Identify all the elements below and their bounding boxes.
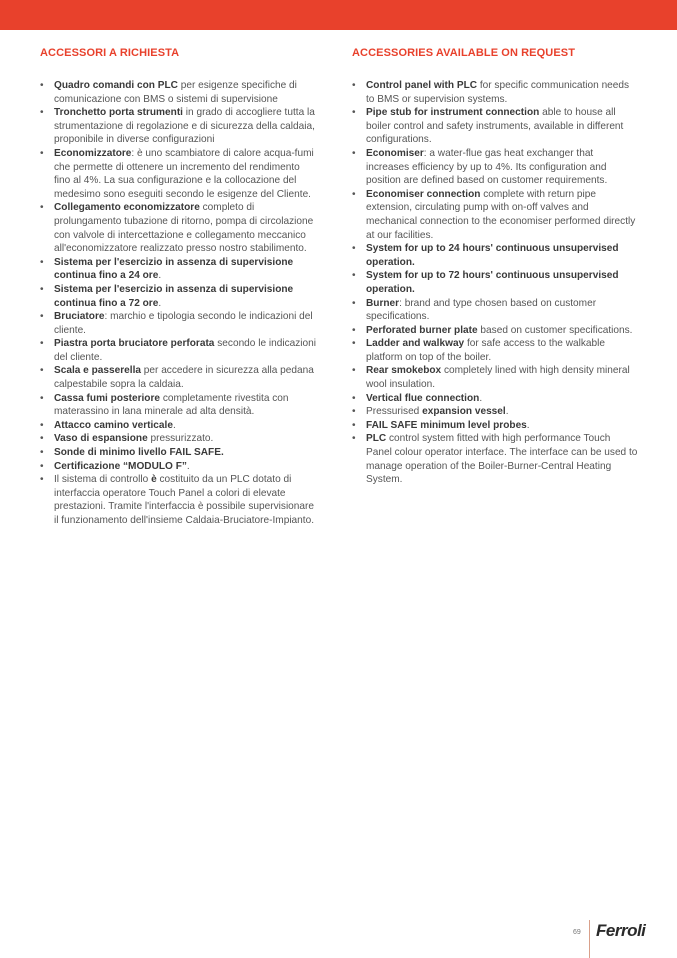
list-item: [40, 473, 318, 527]
ferroli-logo: Ferroli: [596, 921, 646, 940]
english-column: [352, 46, 638, 487]
english-accessory-list: [352, 79, 638, 487]
list-item: [40, 147, 318, 201]
item-text: secondo le indicazioni del cliente.: [54, 338, 317, 363]
item-text: able to house all boiler control and safety instruments, available in different configurations.: [366, 107, 624, 146]
item-text: completo di prolungamento tubazione di ritorno, pompa di circolazione con valvole di intercettazione e collegamento meccanico all'economizzatore realizzato presso nostro stabilimento.: [54, 202, 314, 255]
list-item: [352, 242, 638, 269]
italian-accessory-list: [40, 79, 318, 528]
list-item: [352, 392, 638, 406]
list-item: [352, 432, 638, 486]
item-text: .: [158, 297, 162, 309]
item-bold-text: Piastra porta bruciatore perforata: [54, 338, 215, 350]
item-text: for specific communication needs to BMS or supervision systems.: [366, 80, 630, 105]
item-text: complete with return pipe extension, circulating pump with on-off valves and mechanical connection to the economiser performed directly at our facilities.: [366, 188, 636, 241]
list-item: [352, 106, 638, 147]
item-text: .: [505, 406, 509, 418]
item-text: .: [172, 419, 176, 431]
item-bold-text: Rear smokebox: [366, 365, 442, 377]
footer-divider: [589, 920, 590, 958]
item-bold-text: System for up to 24 hours' continuous unsupervised operation.: [366, 243, 619, 268]
item-bold-text: PLC: [366, 433, 387, 445]
item-text: per esigenze specifiche di comunicazione con BMS o sistemi di supervisione: [54, 80, 297, 105]
item-text: based on customer specifications.: [477, 324, 633, 336]
list-item: [352, 337, 638, 364]
item-text: .: [479, 392, 483, 404]
item-bold-text: Collegamento economizzatore: [54, 202, 200, 214]
list-item: [40, 364, 318, 391]
item-bold-text: Sistema per l'esercizio in assenza di supervisione continua fino a 72 ore: [54, 283, 294, 309]
item-bold-text: Economiser connection: [366, 188, 481, 200]
item-bold-text: Quadro comandi con PLC: [54, 80, 178, 91]
item-text: : brand and type chosen based on customer specifications.: [366, 297, 597, 323]
list-item: [40, 201, 318, 255]
item-bold-text: Economizzatore: [54, 147, 132, 159]
list-item: [352, 269, 638, 296]
list-item: [352, 297, 638, 324]
item-bold-text: Economiser: [366, 147, 424, 159]
list-item: [40, 460, 318, 474]
item-text: : a water-flue gas heat exchanger that increases efficiency by up to 4%. Its configuration and position are defined based on customer requirements.: [366, 147, 608, 187]
list-item: [40, 446, 318, 460]
list-item: [352, 405, 638, 419]
item-bold-text: Vaso di espansione: [54, 433, 148, 445]
list-item: [352, 324, 638, 338]
english-heading: ACCESSORIES AVAILABLE ON REQUEST: [352, 47, 576, 59]
item-bold-text: Bruciatore: [54, 311, 105, 323]
item-bold-text: Sonde di minimo livello FAIL SAFE.: [54, 447, 224, 459]
item-text: completamente rivestita con materassino in lana minerale ad alta densità.: [54, 392, 289, 418]
item-bold-text: FAIL SAFE minimum level probes: [366, 419, 527, 431]
item-bold-text: Vertical flue connection: [366, 392, 480, 404]
item-text: per accedere in sicurezza alla pedana calpestabile sopra la caldaia.: [54, 365, 314, 391]
item-bold-text: Pipe stub for instrument connection: [366, 107, 540, 119]
item-text: : marchio e tipologia secondo le indicazioni del cliente.: [54, 311, 313, 336]
item-bold-text: Attacco camino verticale: [54, 419, 173, 431]
item-bold-text: è: [151, 474, 157, 486]
list-item: [40, 337, 318, 364]
list-item: [40, 283, 318, 310]
item-bold-text: Certificazione “MODULO F”: [54, 460, 187, 472]
italian-column: [40, 46, 318, 528]
list-item: [40, 419, 318, 433]
italian-heading: ACCESSORI A RICHIESTA: [40, 47, 180, 59]
item-bold-text: Sistema per l'esercizio in assenza di supervisione continua fino a 24 ore: [54, 256, 294, 282]
item-text: for safe access to the walkable platform on top of the boiler.: [366, 338, 605, 363]
list-item: [352, 419, 638, 433]
item-text-pre: Pressurised: [366, 406, 423, 418]
item-bold-text: Cassa fumi posteriore: [54, 392, 161, 404]
item-bold-text: Burner: [366, 297, 400, 309]
item-bold-text: expansion vessel: [422, 406, 506, 418]
list-item: [352, 364, 638, 391]
item-bold-text: Tronchetto porta strumenti: [54, 107, 183, 119]
item-bold-text: Scala e passerella: [54, 365, 141, 377]
item-text: costituito da un PLC dotato di interfaccia operatore Touch Panel a colori di elevate prestazioni. Tramite l'interfaccia è possibile supervisionare il funzionamento dell'insieme Caldaia-Bruciatore-Impianto.: [54, 474, 315, 526]
list-item: [40, 256, 318, 283]
list-item: [40, 392, 318, 419]
item-bold-text: Control panel with PLC: [366, 80, 478, 91]
list-item: [40, 106, 318, 147]
item-text: : è uno scambiatore di calore acqua-fumi che permette di ottenere un incremento del rendimento fino al 4%. La sua configurazione e la collocazione del medesimo sono eseguiti secondo le esigenze del Cliente.: [54, 147, 314, 200]
item-bold-text: Ladder and walkway: [366, 338, 465, 350]
item-text: .: [526, 419, 530, 431]
page-number: 69: [573, 929, 581, 936]
list-item: [352, 188, 638, 242]
item-text: pressurizzato.: [147, 433, 214, 445]
list-item: [352, 147, 638, 188]
item-text-pre: Il sistema di controllo: [54, 474, 152, 486]
item-text: control system fitted with high performance Touch Panel colour operator interface. The interface can be used to manage operation of the Boiler-Burner-Central Heating System.: [366, 433, 638, 486]
item-bold-text: Perforated burner plate: [366, 324, 478, 336]
item-text: .: [158, 270, 162, 282]
list-item: [40, 432, 318, 446]
list-item: [352, 79, 638, 106]
list-item: [40, 310, 318, 337]
item-text: in grado di accogliere tutta la strumentazione di regolazione e di sicurezza della caldaia, proponibile in diverse configurazioni: [54, 107, 315, 146]
item-text: completely lined with high density mineral wool insulation.: [366, 365, 630, 391]
item-bold-text: System for up to 72 hours' continuous unsupervised operation.: [366, 270, 619, 295]
item-text: .: [186, 460, 190, 472]
top-accent-bar: [0, 0, 677, 30]
list-item: [40, 79, 318, 106]
